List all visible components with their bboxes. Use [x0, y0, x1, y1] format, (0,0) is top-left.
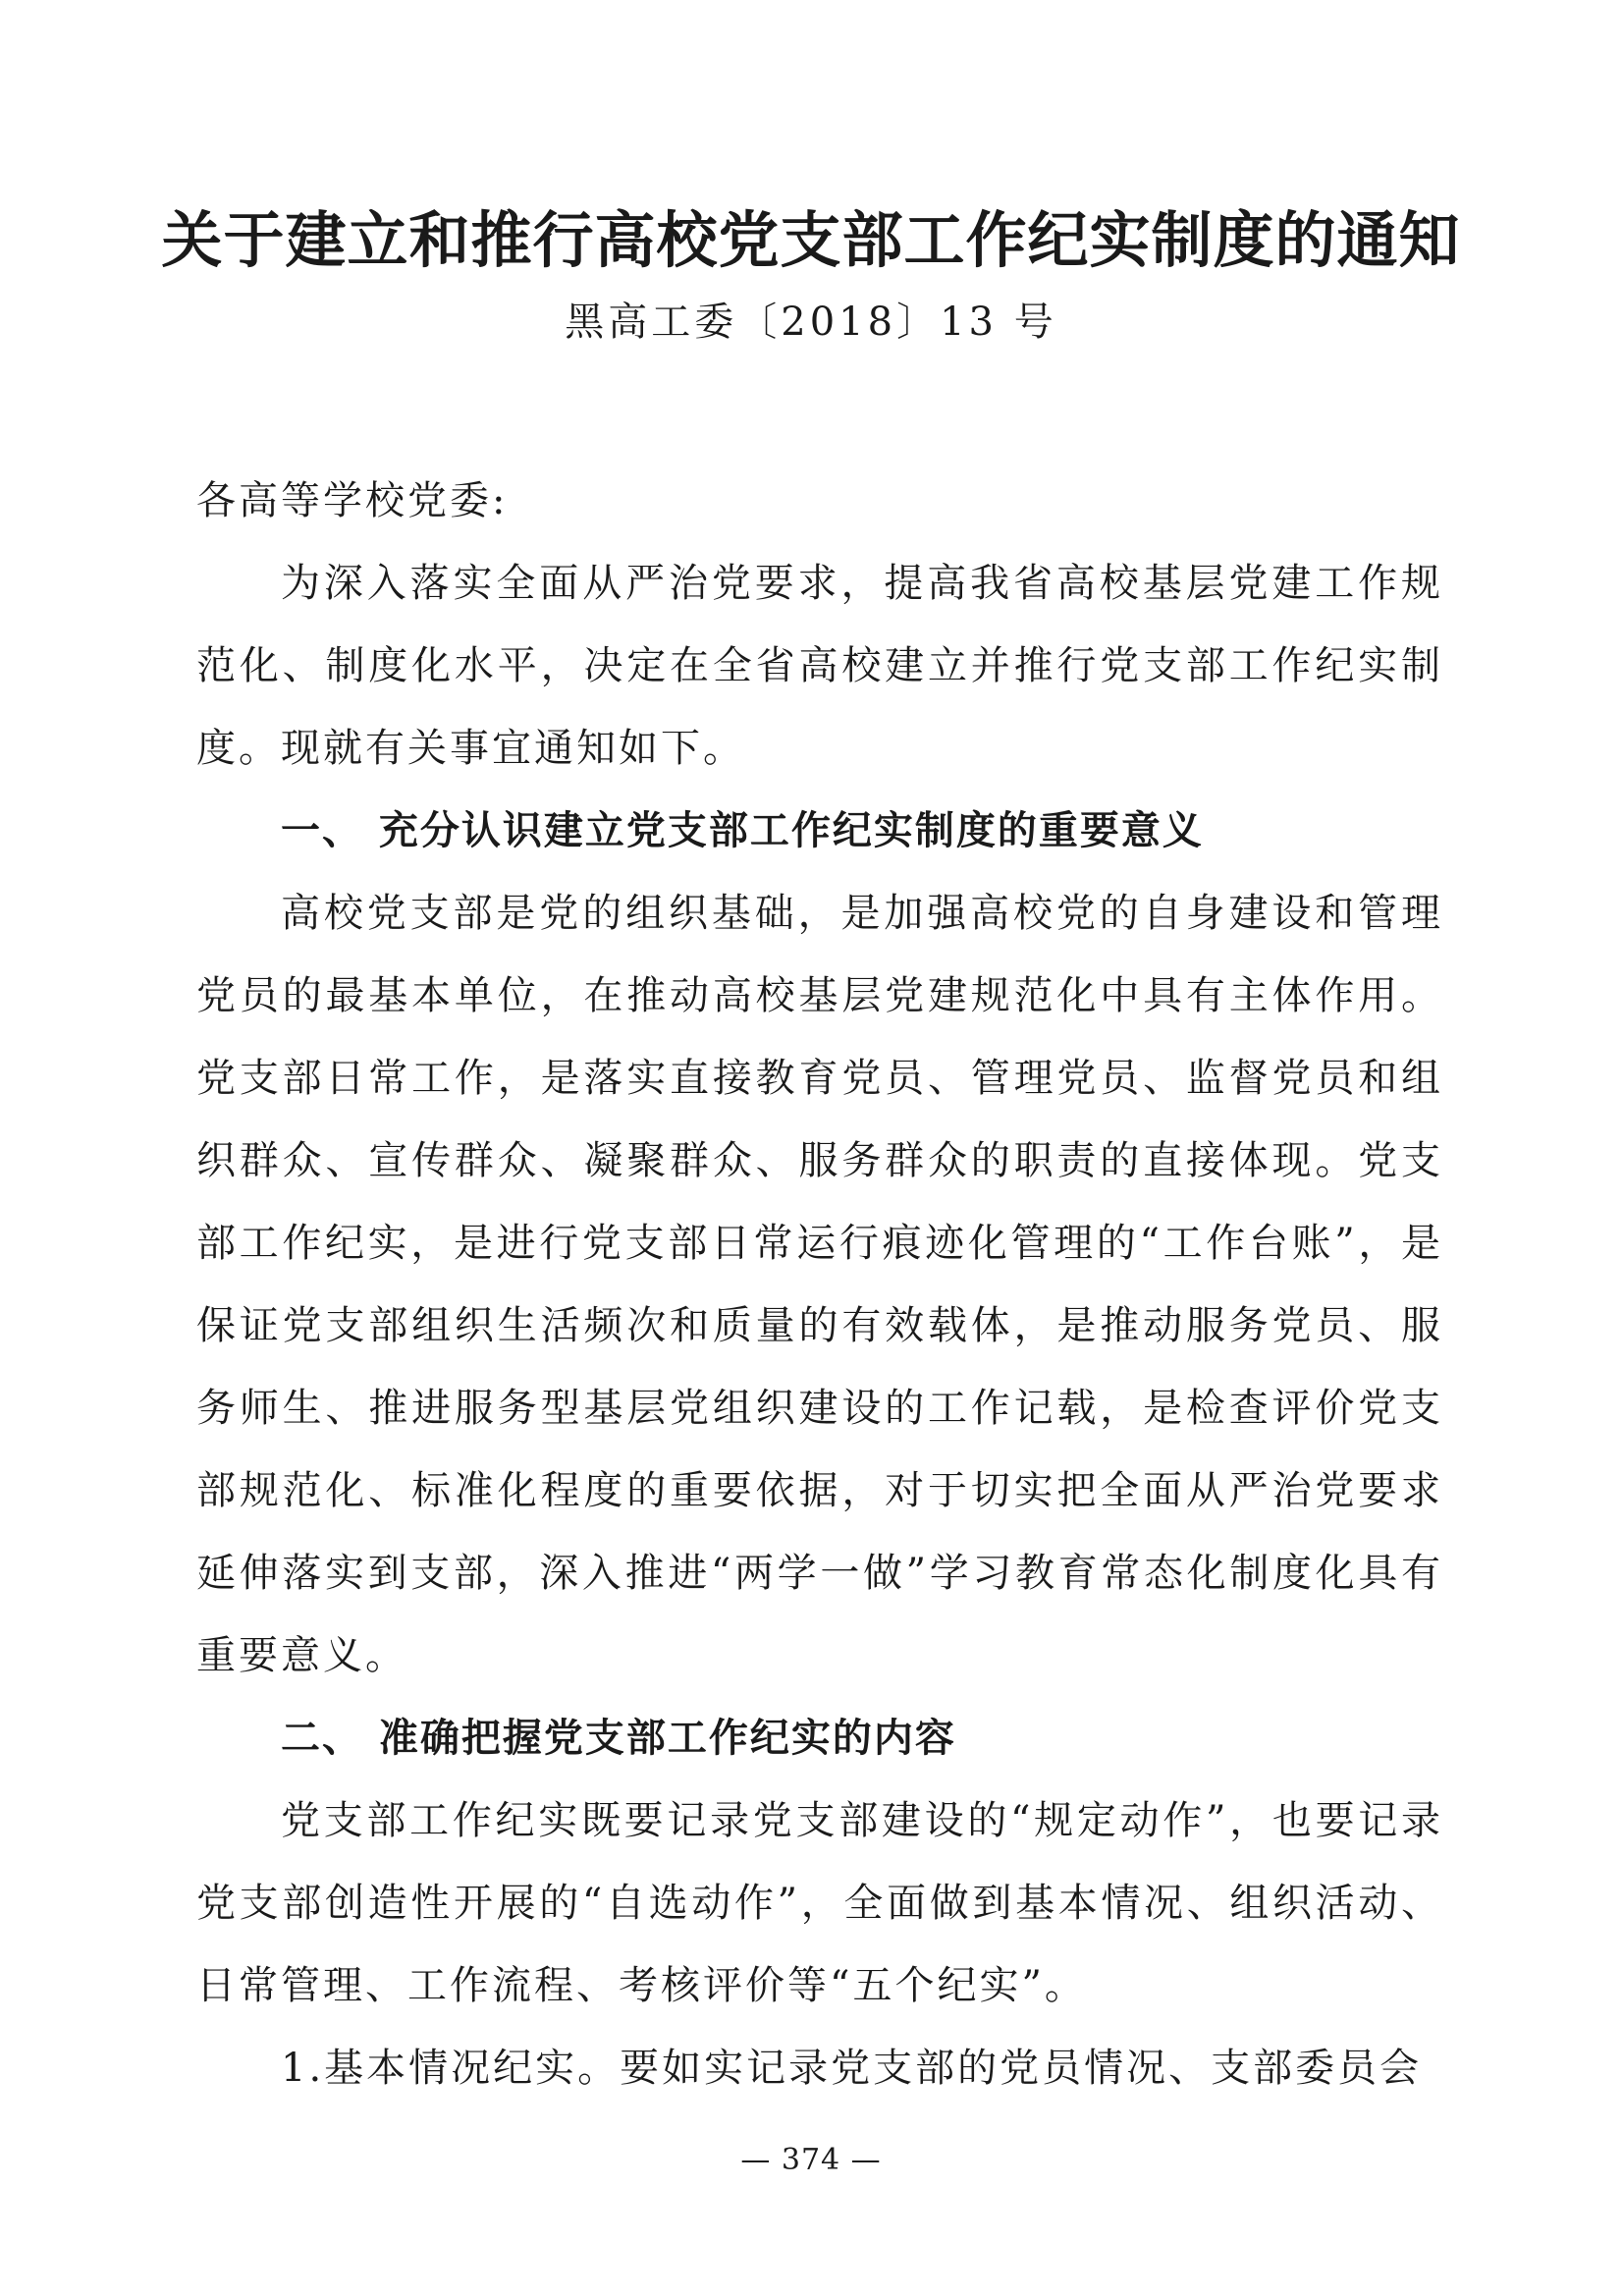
- document-body: [196, 460, 1443, 2109]
- document-title: 关于建立和推行高校党支部工作纪实制度的通知: [161, 204, 1461, 276]
- section-2-paragraph: 党支部工作纪实既要记录党支部建设的“规定动作”，也要记录党支部创造性开展的“自选动作”，全面做到基本情况、组织活动、日常管理、工作流程、考核评价等“五个纪实”。: [196, 1798, 1443, 2008]
- salutation: 各高等学校党委:: [196, 478, 509, 523]
- intro-paragraph: 为深入落实全面从严治党要求，提高我省高校基层党建工作规范化、制度化水平，决定在全省高校建立并推行党支部工作纪实制度。现就有关事宜通知如下。: [196, 561, 1443, 771]
- item-1-paragraph: 1.基本情况纪实。要如实记录党支部的党员情况、支部委员会: [281, 2046, 1423, 2091]
- section-2-heading: 二、 准确把握党支部工作纪实的内容: [281, 1716, 956, 1761]
- section-1-paragraph: 高校党支部是党的组织基础，是加强高校党的自身建设和管理党员的最基本单位，在推动高校基层党建规范化中具有主体作用。党支部日常工作，是落实直接教育党员、管理党员、监督党员和组织群众、宣传群众、凝聚群众、服务群众的职责的直接体现。党支部工作纪实，是进行党支部日常运行痕迹化管理的“工作台账”，是保证党支部组织生活频次和质量的有效载体，是推动服务党员、服务师生、推进服务型基层党组织建设的工作记载，是检查评价党支部规范化、标准化程度的重要依据，对于切实把全面从严治党要求延伸落实到支部，深入推进“两学一做”学习教育常态化制度化具有重要意义。: [196, 891, 1443, 1678]
- page-number: — 374 —: [740, 2143, 882, 2177]
- document-number: 黑高工委〔2018〕13 号: [565, 300, 1057, 345]
- section-1-heading: 一、 充分认识建立党支部工作纪实制度的重要意义: [281, 808, 1204, 853]
